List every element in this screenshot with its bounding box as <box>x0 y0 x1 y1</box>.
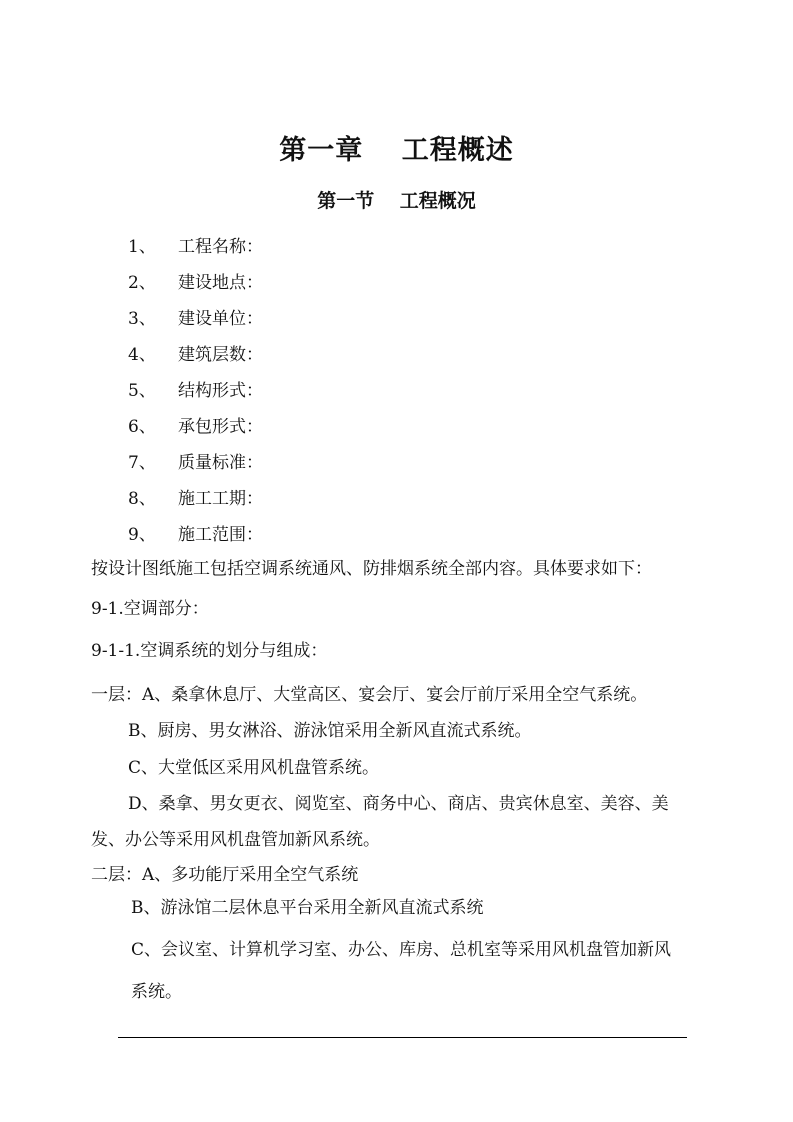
item-label: 建设单位： <box>178 309 263 329</box>
list-item <box>128 448 263 473</box>
item-label: 承包形式： <box>178 417 263 437</box>
subheading-system-division: 9-1-1.空调系统的划分与组成： <box>91 641 328 661</box>
item-number: 9、 <box>128 525 156 545</box>
list-item <box>128 412 263 437</box>
section-title: 第一节 工程概况 <box>317 190 476 212</box>
item-number: 8、 <box>128 489 156 509</box>
item-number: 1、 <box>128 237 156 257</box>
floor1-item-b: B、厨房、男女淋浴、游泳馆采用全新风直流式系统。 <box>128 721 532 741</box>
floor1-item-c: C、大堂低区采用风机盘管系统。 <box>128 758 380 778</box>
list-item <box>128 376 263 401</box>
floor2-item-c-line2: 系统。 <box>131 982 182 1002</box>
list-item <box>128 232 263 257</box>
item-label: 工程名称： <box>178 237 263 257</box>
list-item <box>128 340 263 365</box>
item-label: 施工工期： <box>178 489 263 509</box>
footer-rule <box>118 1037 687 1038</box>
floor2-item-c-line1: C、会议室、计算机学习室、办公、库房、总机室等采用风机盘管加新风 <box>131 940 672 960</box>
item-number: 2、 <box>128 273 156 293</box>
chapter-title: 第一章 工程概述 <box>279 135 514 166</box>
list-item <box>128 304 263 329</box>
item-label: 建设地点： <box>178 273 263 293</box>
floor2-item-a: 二层：A、多功能厅采用全空气系统 <box>91 865 359 885</box>
floor1-item-a: 一层：A、桑拿休息厅、大堂高区、宴会厅、宴会厅前厅采用全空气系统。 <box>91 685 648 705</box>
list-item <box>128 520 263 545</box>
item-number: 6、 <box>128 417 156 437</box>
floor2-item-b: B、游泳馆二层休息平台采用全新风直流式系统 <box>131 898 484 918</box>
list-item <box>128 484 263 509</box>
item-number: 7、 <box>128 453 156 473</box>
item-number: 4、 <box>128 345 156 365</box>
subheading-air-conditioning: 9-1.空调部分： <box>91 599 209 619</box>
list-item <box>128 268 263 293</box>
item-label: 建筑层数： <box>178 345 263 365</box>
floor1-item-d-line2: 发、办公等采用风机盘管加新风系统。 <box>91 830 380 850</box>
item-label: 结构形式： <box>178 381 263 401</box>
floor1-item-d-line1: D、桑拿、男女更衣、阅览室、商务中心、商店、贵宾休息室、美容、美 <box>128 794 669 814</box>
item-label: 质量标准： <box>178 453 263 473</box>
item-number: 3、 <box>128 309 156 329</box>
item-label: 施工范围： <box>178 525 263 545</box>
item-number: 5、 <box>128 381 156 401</box>
scope-paragraph: 按设计图纸施工包括空调系统通风、防排烟系统全部内容。具体要求如下： <box>91 559 652 579</box>
